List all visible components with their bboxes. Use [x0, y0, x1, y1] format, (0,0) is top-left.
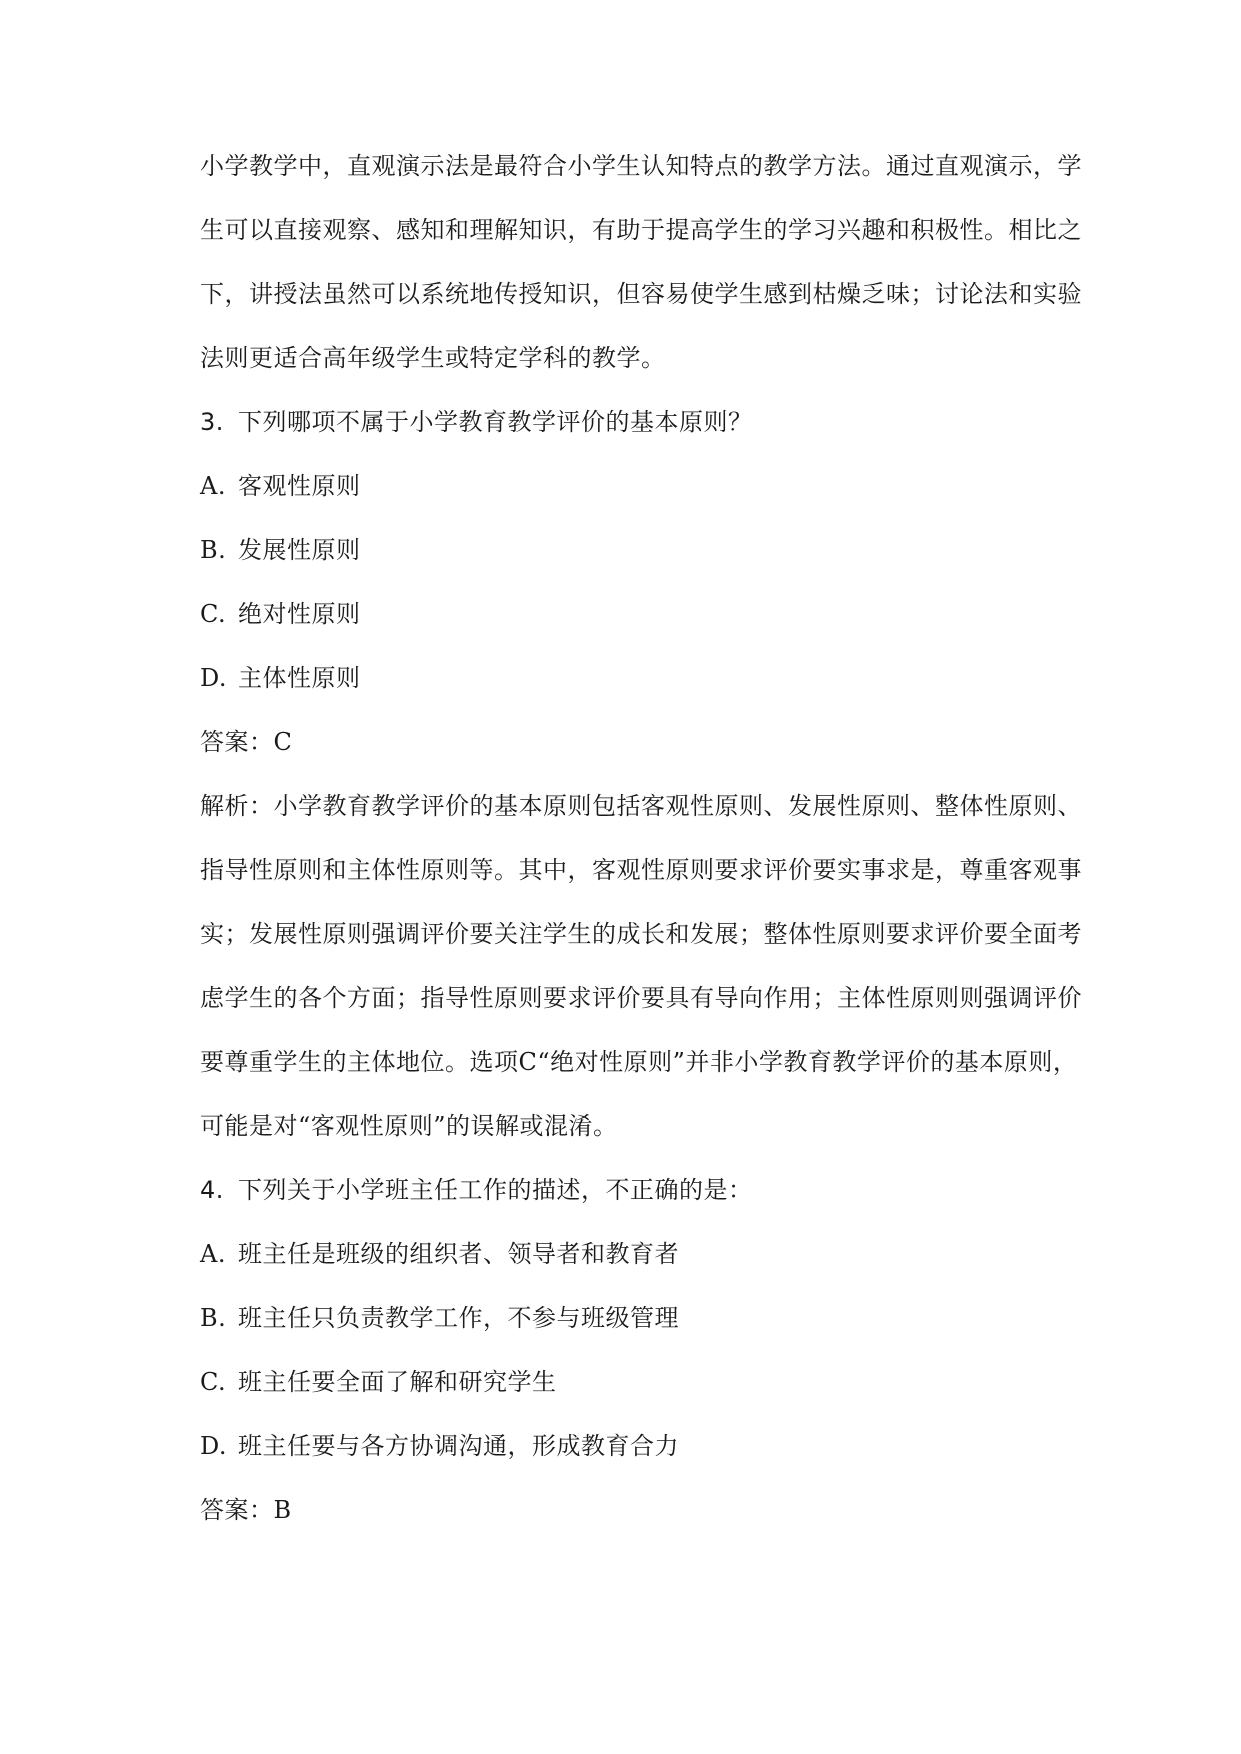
intro-line: 生可以直接观察、感知和理解知识，有助于提高学生的学习兴趣和积极性。相比之	[200, 216, 1082, 244]
question-text: 下列哪项不属于小学教育教学评价的基本原则？	[238, 408, 753, 436]
intro-line: 法则更适合高年级学生或特定学科的教学。	[200, 344, 666, 372]
option-text: 发展性原则	[238, 536, 361, 564]
answer: 答案：B	[200, 1496, 292, 1524]
option-letter: B.	[200, 1304, 227, 1332]
option-d	[200, 1430, 679, 1462]
option-c	[200, 1366, 557, 1398]
analysis-line: 指导性原则和主体性原则等。其中，客观性原则要求评价要实事求是，尊重客观事	[200, 856, 1082, 884]
option-text: 绝对性原则	[238, 600, 361, 628]
option-c	[200, 598, 361, 630]
question-4	[200, 1174, 753, 1206]
option-b	[200, 1302, 679, 1334]
option-b	[200, 534, 361, 566]
option-text: 班主任只负责教学工作，不参与班级管理	[238, 1304, 679, 1332]
intro-line: 下，讲授法虽然可以系统地传授知识，但容易使学生感到枯燥乏味；讨论法和实验	[200, 280, 1082, 308]
question-text: 下列关于小学班主任工作的描述，不正确的是：	[238, 1176, 753, 1204]
option-letter: A.	[200, 1240, 226, 1268]
option-letter: D.	[200, 664, 228, 692]
analysis-line: 可能是对“客观性原则”的误解或混淆。	[200, 1112, 618, 1140]
intro-line: 小学教学中，直观演示法是最符合小学生认知特点的教学方法。通过直观演示，学	[200, 152, 1082, 180]
option-text: 班主任是班级的组织者、领导者和教育者	[238, 1240, 679, 1268]
option-text: 客观性原则	[238, 472, 361, 500]
option-a	[200, 470, 361, 502]
question-number: 3.	[200, 408, 224, 436]
analysis-line: 实；发展性原则强调评价要关注学生的成长和发展；整体性原则要求评价要全面考	[200, 920, 1082, 948]
option-text: 班主任要全面了解和研究学生	[238, 1368, 557, 1396]
question-3	[200, 406, 753, 438]
question-number: 4.	[200, 1176, 224, 1204]
option-letter: C.	[200, 600, 227, 628]
analysis-line: 虑学生的各个方面；指导性原则要求评价要具有导向作用；主体性原则则强调评价	[200, 984, 1082, 1012]
option-text: 班主任要与各方协调沟通，形成教育合力	[238, 1432, 679, 1460]
option-a	[200, 1238, 679, 1270]
option-text: 主体性原则	[238, 664, 361, 692]
option-d	[200, 662, 361, 694]
option-letter: C.	[200, 1368, 227, 1396]
option-letter: B.	[200, 536, 227, 564]
option-letter: A.	[200, 472, 226, 500]
analysis-line: 解析：小学教育教学评价的基本原则包括客观性原则、发展性原则、整体性原则、	[200, 792, 1082, 820]
answer: 答案：C	[200, 728, 293, 756]
analysis-line: 要尊重学生的主体地位。选项C“绝对性原则”并非小学教育教学评价的基本原则，	[200, 1048, 1078, 1076]
option-letter: D.	[200, 1432, 228, 1460]
